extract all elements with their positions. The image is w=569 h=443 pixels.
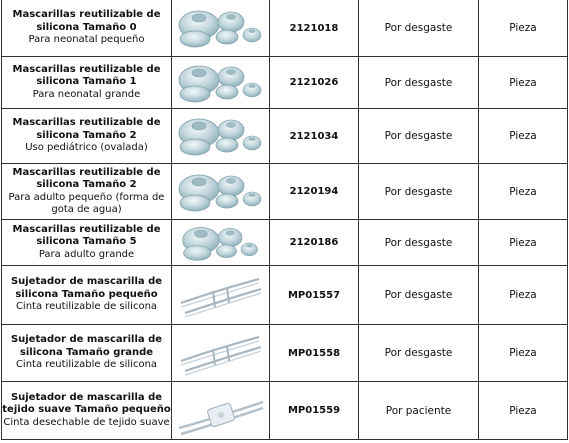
unit-of-measure: Pieza [479, 382, 568, 440]
table-row [2, 0, 568, 57]
image-cell [172, 325, 270, 382]
product-usage: Cinta desechable de tejido suave [3, 416, 170, 428]
replacement-criteria: Por desgaste [359, 220, 479, 266]
description-cell [2, 325, 172, 382]
product-name: Mascarillas reutilizable de silicona Tamaño 2 [12, 166, 161, 190]
replacement-criteria: Por desgaste [359, 325, 479, 382]
description-cell [2, 0, 172, 57]
silicone-mask-set-icon [175, 169, 267, 215]
unit-of-measure: Pieza [479, 0, 568, 57]
description-cell [2, 57, 172, 109]
product-usage: Cinta reutilizable de silicona [15, 359, 158, 371]
description-cell [2, 109, 172, 164]
table-row [2, 325, 568, 382]
image-cell [172, 220, 270, 266]
strap-holder-icon [175, 269, 267, 321]
unit-of-measure: Pieza [479, 164, 568, 220]
description-cell [2, 164, 172, 220]
table-row [2, 266, 568, 325]
product-code: 2121026 [270, 57, 359, 109]
product-usage: Para neonatal grande [32, 88, 141, 100]
replacement-criteria: Por desgaste [359, 57, 479, 109]
unit-of-measure: Pieza [479, 266, 568, 325]
description-cell [2, 266, 172, 325]
product-usage: Uso pediátrico (ovalada) [25, 142, 148, 154]
product-name: Mascarillas reutilizable de silicona Tamaño 5 [12, 223, 161, 248]
table-row [2, 164, 568, 220]
image-cell [172, 109, 270, 164]
product-code: 2120194 [270, 164, 359, 220]
product-code: MP01559 [270, 382, 359, 440]
unit-of-measure: Pieza [479, 220, 568, 266]
replacement-criteria: Por desgaste [359, 0, 479, 57]
product-usage: Para adulto grande [38, 248, 135, 260]
product-name: Mascarillas reutilizable de silicona Tamaño 2 [12, 117, 161, 141]
product-name: Sujetador de mascarilla de silicona Tamaño grande [10, 334, 163, 358]
product-code: 2121034 [270, 109, 359, 164]
product-code: 2120186 [270, 220, 359, 266]
silicone-mask-set-icon [175, 113, 267, 159]
product-code: MP01558 [270, 325, 359, 382]
unit-of-measure: Pieza [479, 109, 568, 164]
image-cell [172, 0, 270, 57]
replacement-criteria: Por desgaste [359, 109, 479, 164]
product-name: Mascarillas reutilizable de silicona Tamaño 1 [12, 63, 161, 88]
product-name: Mascarillas reutilizable de silicona Tamaño 0 [12, 9, 161, 33]
soft-fabric-strap-icon [175, 384, 267, 438]
table-row [2, 220, 568, 266]
product-code: MP01557 [270, 266, 359, 325]
product-usage: Para adulto pequeño (forma de gota de agua) [8, 191, 165, 215]
product-usage: Para neonatal pequeño [28, 34, 145, 46]
table-row [2, 109, 568, 164]
unit-of-measure: Pieza [479, 325, 568, 382]
description-cell [2, 220, 172, 266]
product-name: Sujetador de mascarilla de silicona Tamaño pequeño [10, 276, 163, 300]
strap-holder-icon [175, 327, 267, 379]
image-cell [172, 382, 270, 440]
product-code: 2121018 [270, 0, 359, 57]
image-cell [172, 266, 270, 325]
product-usage: Cinta reutilizable de silicona [15, 301, 158, 313]
silicone-mask-set-icon [175, 5, 267, 51]
silicone-mask-set-icon [175, 60, 267, 106]
replacement-criteria: Por desgaste [359, 266, 479, 325]
product-name: Sujetador de mascarilla de tejido suave Tamaño pequeño [2, 391, 171, 416]
replacement-criteria: Por desgaste [359, 164, 479, 220]
image-cell [172, 57, 270, 109]
silicone-mask-set-icon [175, 222, 267, 264]
product-table-body [2, 0, 568, 440]
replacement-criteria: Por paciente [359, 382, 479, 440]
product-table [1, 0, 568, 440]
table-row [2, 57, 568, 109]
description-cell [2, 382, 172, 440]
image-cell [172, 164, 270, 220]
unit-of-measure: Pieza [479, 57, 568, 109]
table-row [2, 382, 568, 440]
